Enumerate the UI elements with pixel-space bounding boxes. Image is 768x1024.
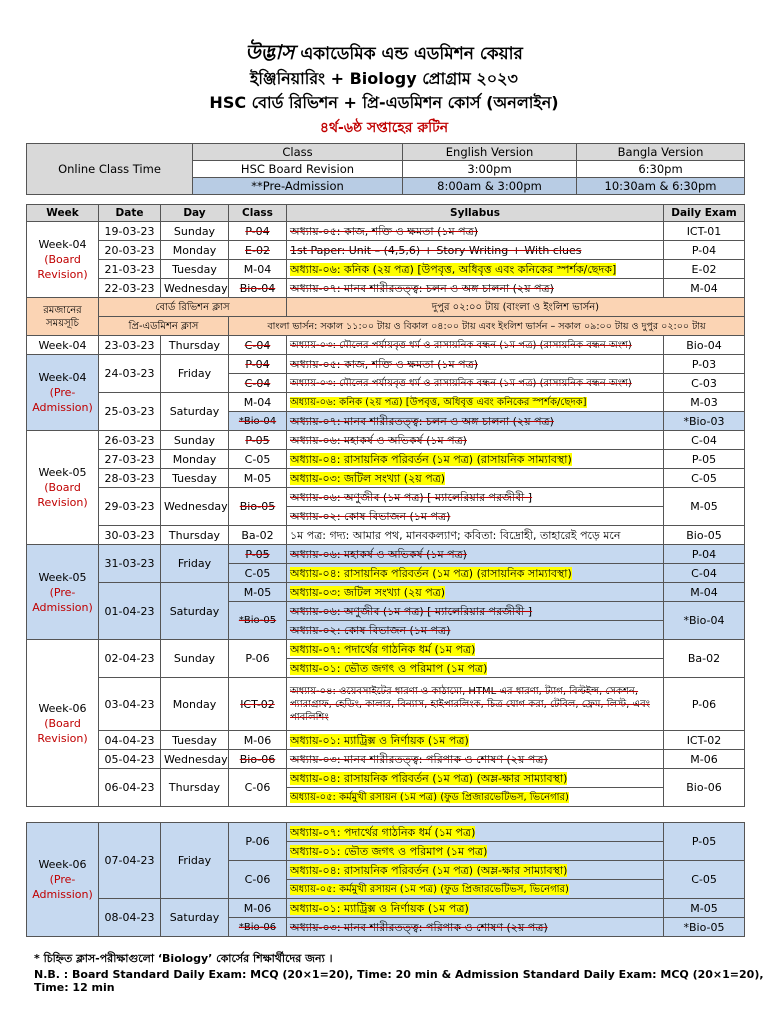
table-cell	[287, 564, 664, 583]
table-cell: অধ্যায়-০৭: পদার্থের গাঠনিক ধর্ম (১ম পত্র)	[290, 642, 476, 656]
table-cell: 02-04-23	[99, 640, 161, 678]
class-time-table	[26, 143, 745, 195]
table-cell: Week-05	[38, 466, 87, 479]
table-cell: Bio-05	[229, 488, 287, 526]
table-cell: 08-04-23	[99, 899, 161, 937]
online-class-time-label: Online Class Time	[27, 144, 193, 195]
table-cell: রমজানের	[43, 304, 82, 316]
table-cell: ICT-02	[664, 731, 745, 750]
table-cell: 27-03-23	[99, 450, 161, 469]
table-cell: M-05	[664, 899, 745, 918]
table-cell: অধ্যায়-০৬: কনিক (২য় পত্র) [উপবৃত্ত, অধিবৃত্ত এবং কনিকের স্পর্শক/ছেদক]	[290, 397, 587, 408]
table-cell: Sunday	[161, 640, 229, 678]
table-cell: Bio-06	[664, 769, 745, 807]
table-cell: P-06	[664, 678, 745, 731]
table-cell: P-05	[229, 545, 287, 564]
table-cell: 29-03-23	[99, 488, 161, 526]
table-cell: Sunday	[161, 431, 229, 450]
table-cell: Bio-04	[664, 336, 745, 355]
time-row-bn: 6:30pm	[577, 161, 745, 178]
table-cell: Friday	[161, 545, 229, 583]
table-cell: অধ্যায়-০২: কোষ বিভাজন (১ম পত্র)	[287, 507, 664, 526]
table-cell: Ba-02	[229, 526, 287, 545]
table-cell: (Pre-	[49, 386, 76, 399]
table-cell: M-06	[229, 899, 287, 918]
table-cell: (Pre-	[49, 585, 76, 599]
table-cell: (Board	[44, 253, 81, 266]
table-row	[27, 241, 745, 260]
table-cell	[27, 298, 99, 336]
table-cell: M-05	[229, 469, 287, 488]
table-cell: Admission)	[32, 600, 93, 614]
table-row	[27, 393, 745, 412]
time-row-bn: 10:30am & 6:30pm	[577, 178, 745, 195]
table-cell: Monday	[161, 678, 229, 731]
table-cell: 28-03-23	[99, 469, 161, 488]
routine-title: ৪র্থ-৬ষ্ঠ সপ্তাহের রুটিন	[319, 120, 449, 136]
table-row	[27, 355, 745, 374]
table-cell: Tuesday	[161, 731, 229, 750]
table-cell: অধ্যায়-০৬: মহাকর্ষ ও অভিকর্ষ (১ম পত্র)	[287, 431, 664, 450]
time-row-en: 8:00am & 3:00pm	[403, 178, 577, 195]
table-cell	[287, 450, 664, 469]
table-cell: অধ্যায়-০২: কোষ বিভাজন (১ম পত্র)	[287, 621, 664, 640]
table-cell: E-02	[664, 260, 745, 279]
table-cell: Revision)	[37, 731, 88, 745]
table-cell	[287, 393, 664, 412]
week-cell	[27, 431, 99, 545]
routine-table	[26, 204, 745, 807]
week-cell	[27, 640, 99, 807]
table-cell: Monday	[161, 450, 229, 469]
syllabus-header: Syllabus	[287, 205, 664, 222]
table-cell: M-05	[664, 488, 745, 526]
table-cell: *Bio-06	[229, 918, 287, 937]
table-row	[27, 640, 745, 659]
table-cell	[287, 842, 664, 861]
table-cell: Friday	[161, 355, 229, 393]
table-cell: C-05	[664, 861, 745, 899]
footnote-exam-standard: N.B. : Board Standard Daily Exam: MCQ (20×1=20), Time: 20 min & Admission Standard Daily Exam: MCQ (20×1=20), Time: 12 min	[34, 968, 764, 994]
table-cell: Thursday	[161, 336, 229, 355]
table-row	[27, 222, 745, 241]
table-cell: E-02	[229, 241, 287, 260]
table-row	[27, 431, 745, 450]
table-cell: অধ্যায়-০১: ম্যাট্রিক্স ও নির্ণায়ক (১ম পত্র)	[290, 733, 469, 747]
week-cell	[27, 545, 99, 640]
table-cell	[287, 659, 664, 678]
table-cell: Wednesday	[161, 750, 229, 769]
table-cell: Ba-02	[664, 640, 745, 678]
table-cell: অধ্যায়-০৫: কাজ, শক্তি ও ক্ষমতা (১ম পত্র)	[287, 355, 664, 374]
table-cell: M-06	[664, 750, 745, 769]
table-cell: C-04	[664, 564, 745, 583]
english-version-header: English Version	[403, 144, 577, 161]
table-cell: 1st Paper: Unit – (4,5,6) + Story Writing + With clues	[287, 241, 664, 260]
table-cell: P-06	[229, 823, 287, 861]
header-line1-text: একাডেমিক এন্ড এডমিশন কেয়ার	[300, 44, 523, 64]
table-row	[27, 260, 745, 279]
table-cell: M-06	[229, 731, 287, 750]
table-cell: C-05	[229, 564, 287, 583]
table-cell: M-04	[664, 279, 745, 298]
table-cell: Admission)	[32, 401, 93, 414]
table-cell: অধ্যায়-০৬: অণুজীব (১ম পত্র) [ ম্যালেরিয়ার পরজীবী ]	[287, 602, 664, 621]
time-row-en: 3:00pm	[403, 161, 577, 178]
table-cell: *Bio-04	[229, 412, 287, 431]
table-cell	[287, 469, 664, 488]
table-cell: 23-03-23	[99, 336, 161, 355]
header-line3: HSC বোর্ড রিভিশন + প্রি-এডমিশন কোর্স (অনলাইন)	[209, 93, 559, 112]
table-cell: C-05	[229, 450, 287, 469]
table-row	[27, 336, 745, 355]
table-cell: Admission)	[32, 888, 93, 901]
table-cell	[287, 769, 664, 788]
table-cell: C-04	[664, 431, 745, 450]
table-cell: P-04	[664, 241, 745, 260]
ramadan-row	[27, 298, 745, 317]
week-cell	[27, 823, 99, 937]
table-cell	[287, 260, 664, 279]
table-row	[27, 488, 745, 507]
table-cell: অধ্যায়-০১: ম্যাট্রিক্স ও নির্ণায়ক (১ম পত্র)	[290, 901, 469, 915]
table-cell: অধ্যায়-০৬: কনিক (২য় পত্র) [উপবৃত্ত, অধিবৃত্ত এবং কনিকের স্পর্শক/ছেদক]	[290, 262, 617, 276]
time-row-name: HSC Board Revision	[193, 161, 403, 178]
table-cell: 21-03-23	[99, 260, 161, 279]
table-cell: Bio-05	[664, 526, 745, 545]
table-cell: Thursday	[161, 769, 229, 807]
bangla-version-header: Bangla Version	[577, 144, 745, 161]
table-cell	[287, 899, 664, 918]
table-cell: Tuesday	[161, 469, 229, 488]
table-cell: 19-03-23	[99, 222, 161, 241]
table-cell: C-04	[229, 336, 287, 355]
table-cell: 25-03-23	[99, 393, 161, 431]
table-cell: 01-04-23	[99, 583, 161, 640]
table-cell: অধ্যায়-০১: ভৌত জগৎ ও পরিমাপ (১ম পত্র)	[290, 844, 488, 858]
table-cell: Sunday	[161, 222, 229, 241]
table-row	[27, 583, 745, 602]
table-cell: M-04	[229, 393, 287, 412]
table-cell: Saturday	[161, 583, 229, 640]
table-cell: অধ্যায়-০৩: মানব শারীরতত্ত্ব: পরিপাক ও শোষণ (২য় পত্র)	[287, 918, 664, 937]
day-header: Day	[161, 205, 229, 222]
table-cell: অধ্যায়-০৩: মৌলের পর্যায়বৃত্ত ধর্ম ও রাসায়নিক বন্ধন (১ম পত্র) (রাসায়নিক বন্ধন অংশ)	[287, 336, 664, 355]
table-cell: *Bio-05	[229, 602, 287, 640]
table-cell: (Pre-	[49, 873, 76, 886]
table-cell	[287, 880, 664, 899]
table-cell: Wednesday	[161, 279, 229, 298]
table-cell: M-03	[664, 393, 745, 412]
table-cell: 05-04-23	[99, 750, 161, 769]
table-cell: 30-03-23	[99, 526, 161, 545]
table-cell: Bio-04	[229, 279, 287, 298]
week-cell	[27, 222, 99, 298]
daily-exam-header: Daily Exam	[664, 205, 745, 222]
table-row	[27, 750, 745, 769]
table-cell: অধ্যায়-০৪: রাসায়নিক পরিবর্তন (১ম পত্র) (অম্ল-ক্ষার সাম্যাবস্থা)	[290, 771, 568, 785]
table-cell	[287, 788, 664, 807]
table-cell: Revision)	[37, 496, 88, 509]
table-cell	[287, 731, 664, 750]
table-row	[27, 526, 745, 545]
table-cell: Bio-06	[229, 750, 287, 769]
table-row	[27, 769, 745, 788]
table-cell: 06-04-23	[99, 769, 161, 807]
table-row	[27, 545, 745, 564]
table-cell: C-06	[229, 861, 287, 899]
table-cell: P-04	[664, 545, 745, 564]
table-cell: Week-06	[38, 701, 87, 715]
table-cell	[287, 640, 664, 659]
table-cell: P-05	[664, 823, 745, 861]
table-cell	[287, 823, 664, 842]
table-cell: M-04	[229, 260, 287, 279]
table-cell: 22-03-23	[99, 279, 161, 298]
table-cell: P-04	[229, 355, 287, 374]
table-cell: 26-03-23	[99, 431, 161, 450]
table-cell: (Board	[44, 481, 81, 494]
table-cell: Monday	[161, 241, 229, 260]
table-cell: P-04	[229, 222, 287, 241]
table-cell: অধ্যায়-০৩: জটিল সংখ্যা (২য় পত্র)	[290, 585, 446, 599]
table-cell: P-06	[229, 640, 287, 678]
table-cell: প্রি-এডমিশন ক্লাস	[99, 317, 229, 336]
ramadan-row	[27, 317, 745, 336]
table-cell: 03-04-23	[99, 678, 161, 731]
table-cell	[287, 583, 664, 602]
brand-name: উদ্ভাস	[245, 40, 295, 64]
table-cell: M-05	[229, 583, 287, 602]
table-cell: C-06	[229, 769, 287, 807]
table-cell: 20-03-23	[99, 241, 161, 260]
table-cell: অধ্যায়-০৩: মানব শারীরতত্ত্ব: পরিপাক ও শোষণ (২য় পত্র)	[287, 750, 664, 769]
table-cell: অধ্যায়-০৪: রাসায়নিক পরিবর্তন (১ম পত্র) (রাসায়নিক সাম্যাবস্থা)	[290, 452, 572, 466]
table-cell: অধ্যায়-০৬: মহাকর্ষ ও অভিকর্ষ (১ম পত্র)	[287, 545, 664, 564]
table-row	[27, 469, 745, 488]
table-cell: বাংলা ভার্সন: সকাল ১১:০০ টায় ও বিকাল ০৪:০০ টায় এবং ইংলিশ ভার্সন – সকাল ০৯:০০ টায় ও দুপুর ০২:০০ টায়	[229, 317, 745, 336]
table-row	[27, 450, 745, 469]
table-cell: 31-03-23	[99, 545, 161, 583]
table-cell: Week-04	[38, 371, 87, 384]
table-cell: ICT-02	[229, 678, 287, 731]
table-row	[27, 678, 745, 731]
table-cell: অধ্যায়-০৫: কর্মমুখী রসায়ন (১ম পত্র) (ফুড প্রিজারভেটিভস, ভিনেগার)	[290, 792, 569, 803]
table-cell: Week-04	[27, 336, 99, 355]
week-cell	[27, 355, 99, 431]
table-cell: C-05	[664, 469, 745, 488]
date-header: Date	[99, 205, 161, 222]
table-cell: দুপুর ০২:০০ টায় (বাংলা ও ইংলিশ ভার্সন)	[287, 298, 745, 317]
table-row	[27, 279, 745, 298]
footnote-biology: * চিহ্নিত ক্লাস-পরীক্ষাগুলো ‘Biology’ কোর্সের শিক্ষার্থীদের জন্য ।	[34, 952, 333, 965]
table-cell: সময়সূচি	[46, 317, 79, 329]
table-cell: Saturday	[161, 899, 229, 937]
table-cell: 04-04-23	[99, 731, 161, 750]
table-cell: অধ্যায়-০৪: রাসায়নিক পরিবর্তন (১ম পত্র) (রাসায়নিক সাম্যাবস্থা)	[290, 566, 572, 580]
table-cell: অধ্যায়-০৭: পদার্থের গাঠনিক ধর্ম (১ম পত্র)	[290, 825, 476, 839]
table-cell: M-04	[664, 583, 745, 602]
table-cell: Week-05	[38, 570, 87, 584]
class-col-header: Class	[193, 144, 403, 161]
week-header: Week	[27, 205, 99, 222]
table-cell	[287, 861, 664, 880]
routine-table-pre-admission-week06	[26, 822, 745, 937]
table-row	[27, 899, 745, 918]
table-cell: Friday	[161, 823, 229, 899]
table-cell: অধ্যায়-০৪: রাসায়নিক পরিবর্তন (১ম পত্র) (অম্ল-ক্ষার সাম্যাবস্থা)	[290, 863, 568, 877]
table-cell: অধ্যায়-০১: ভৌত জগৎ ও পরিমাপ (১ম পত্র)	[290, 661, 488, 675]
table-row	[27, 731, 745, 750]
table-cell: অধ্যায়-০৩: মৌলের পর্যায়বৃত্ত ধর্ম ও রাসায়নিক বন্ধন (১ম পত্র) (রাসায়নিক বন্ধন অংশ)	[287, 374, 664, 393]
table-cell: Thursday	[161, 526, 229, 545]
table-cell: P-05	[229, 431, 287, 450]
table-cell: অধ্যায়-০৫: কাজ, শক্তি ও ক্ষমতা (১ম পত্র)	[287, 222, 664, 241]
table-cell: Wednesday	[161, 488, 229, 526]
table-cell: *Bio-04	[664, 602, 745, 640]
table-cell: Revision)	[37, 268, 88, 281]
table-cell: অধ্যায়-০৫: কর্মমুখী রসায়ন (১ম পত্র) (ফুড প্রিজারভেটিভস, ভিনেগার)	[290, 884, 569, 895]
header-line2: ইঞ্জিনিয়ারিং + Biology প্রোগ্রাম ২০২৩	[250, 69, 518, 88]
table-cell: Week-04	[38, 238, 87, 251]
table-cell: অধ্যায়-০৭: মানব শারীরতত্ত্ব: চলন ও অঙ্গ চালনা (২য় পত্র)	[287, 279, 664, 298]
table-cell: P-03	[664, 355, 745, 374]
table-cell: C-03	[664, 374, 745, 393]
class-header: Class	[229, 205, 287, 222]
table-cell: (Board	[44, 716, 81, 730]
table-cell: অধ্যায়-০৬: অণুজীব (১ম পত্র) [ ম্যালেরিয়ার পরজীবী ]	[287, 488, 664, 507]
time-row-name: **Pre-Admission	[193, 178, 403, 195]
table-cell: ICT-01	[664, 222, 745, 241]
table-cell: *Bio-03	[664, 412, 745, 431]
table-cell: অধ্যায়-০৩: জটিল সংখ্যা (২য় পত্র)	[290, 471, 446, 485]
table-cell: অধ্যায়-০৭: মানব শারীরতত্ত্ব: চলন ও অঙ্গ চালনা (২য় পত্র)	[287, 412, 664, 431]
table-cell: Saturday	[161, 393, 229, 431]
table-cell: P-05	[664, 450, 745, 469]
table-cell: Week-06	[38, 858, 87, 871]
table-cell: *Bio-05	[664, 918, 745, 937]
table-cell: বোর্ড রিভিশন ক্লাস	[99, 298, 287, 317]
table-cell: 24-03-23	[99, 355, 161, 393]
table-cell: অধ্যায়-০৪: ওয়েবসাইটের ধারণা ও কাঠামো, HTML এর ধারণা, ট্যাগ, বিল্টইন্স, সেকশন, প্যারাগ্রাফ, হেডিং, কালার, বিন্যাস, হাইপারলিংক, চিত্র যোগ করা, টেবিল, ফ্রেম, লিস্ট, এবং পাবলিশিং	[287, 678, 664, 731]
table-cell: Tuesday	[161, 260, 229, 279]
table-row	[27, 823, 745, 842]
table-cell: ১ম পত্র: গদ্য: আমার পথ, মানবকল্যাণ; কবিতা: বিদ্রোহী, তাহারেই পড়ে মনে	[287, 526, 664, 545]
table-cell: C-04	[229, 374, 287, 393]
table-cell: 07-04-23	[99, 823, 161, 899]
